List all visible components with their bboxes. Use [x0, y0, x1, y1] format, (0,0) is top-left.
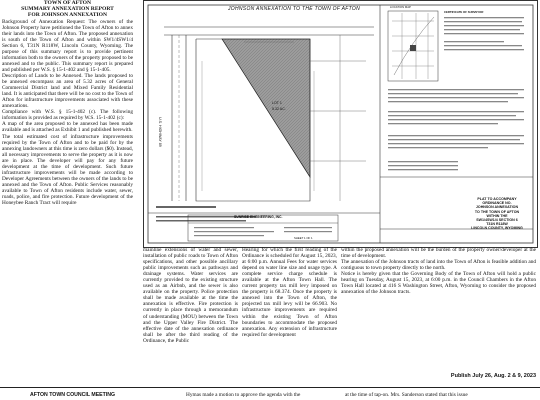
plat-caption-line: ORDINANCE NO.	[482, 201, 512, 206]
sheet-label: SHEET 1 OF 1	[294, 236, 313, 240]
notice-header: TOWN OF AFTON	[43, 0, 92, 6]
plat-caption	[462, 197, 532, 231]
plat-caption-line: T31N R118W	[486, 222, 508, 227]
location-map-label: LOCATION MAP	[390, 5, 411, 9]
plat-caption-line: SW1/4SW1/4 SECTION 6	[476, 218, 518, 223]
notice-column-1	[2, 0, 133, 206]
plat-caption-line: LINCOLN COUNTY, WYOMING	[471, 226, 523, 231]
section-divider	[0, 387, 540, 388]
paragraph-map: A map of the area proposed to be annexed has been made available and is attached as Exhibit 1 and published herewith.	[2, 121, 133, 134]
plat-caption-line: TO THE TOWN OF AFTON	[474, 209, 520, 214]
paragraph-feasible: The annexation of the Johnson tracts of land into the Town of Afton is feasible addition and contiguous to town property directly to the north.	[341, 259, 536, 272]
plat-caption-line: PLAT TO ACCOMPANY	[477, 197, 517, 201]
next-article-text-right: at the time of tap-on. Mrs. Sanderson stated that this issue	[345, 392, 468, 398]
plat-caption-line: JOHNSON ANNEXATION	[475, 205, 519, 210]
area-label: 5.32 AC.	[272, 107, 286, 111]
notice-body-col2: mainline extensions of water and sewer, installation of public roads to Town of Afton specifications, and other possible ancillary public improvements such as pathways and drainage systems. Water services are currently provided to the existing structure used as an Airbnb, and the sewer is also available on the property. Police protection shall be made available at the time the annexation is effective. Fire protection is currently in place through a memorandum of understanding (MOU) between the Town and the Upper Valley Fire District. The effective date of the annexation ordinance shall be after the third reading of the Ordinance, the Public	[143, 247, 238, 344]
next-article-heading: AFTON TOWN COUNCIL MEETING	[30, 392, 116, 398]
paragraph-cost: The total estimated cost of infrastructure improvements required by the Town of Afton and to be paid for by the annexing landowners at this time is zero dollars ($0). Instead, all necessary improvements to serve the property as it is now are in place. The developer will pay for any future development at the time of development. Such future infrastructure improvements will be made according to Developer Agreements between the owners of the lands to be annexed and the Town of Afton. Public Services reasonably available to Town of Afton residents include water, sewer, roads, police, and fire protection. Future development of the Honeybee Ranch Tract will require	[2, 133, 133, 207]
next-article-text-mid: Hymas made a motion to approve the agenda with the	[186, 392, 301, 398]
notice-body-col3: Hearing for which the first reading of the Ordinance is scheduled for August 15, 2023, at 6:00 p.m. Annual Fees for water services depend on water line size and usage type. A complete service charge schedule is available at the Afton Town Hall. The current property tax mill levy imposed on the property is 68.374. Once the property is annexed into the Town of Afton, the projected tax mill levy will be 66.903. No infrastructure improvements are required within the existing Town of Afton boundaries to accommodate the proposed annexation. Any extension of infrastructure required for development	[242, 247, 337, 338]
notice-body-col4	[341, 247, 536, 295]
surveyor-name: SUNRISE ENGINEERING, INC.	[234, 215, 283, 219]
paragraph-compliance: Compliance with W.S. § 15-1-402 (c). The following information is provided as required by W.S. 15-1-402 (c):	[2, 109, 133, 122]
paragraph-description: Description of Lands to be Annexed. The lands proposed to be annexed encompass an area of 5.32 acres of General Commercial District land and Mixed Family Residential land. It is anticipated that there will be no cost to the Town of Afton for infrastructure improvements associated with these annexations.	[2, 73, 133, 110]
plat-caption-line: WITHIN THE	[486, 213, 508, 218]
lot-label: LOT 1	[272, 101, 282, 105]
paragraph-hearing: Notice is hereby given that the Governing Body of the Town of Afton will hold a public hearing on Tuesday, August 15, 2023, at 6:00 p.m. in the Council Chambers in the Afton Town Hall located at 416 S Washington Street, Afton, Wyoming to consider the proposed annexation of the Johnson tracts.	[341, 271, 536, 296]
report-title-line-2: FOR JOHNSON ANNEXATION	[27, 12, 108, 19]
paragraph-background: Background of Annexation Request: The owners of the Johnson Property have petitioned the Town of Afton to annex their lands into the Town of Afton. The proposed annexation is south of the Town of Afton and within SW1/4SW1/4 Section 6, T31N R118W, Lincoln County, Wyoming. The purpose of this summary report is to provide pertinent information both to the owners of the property proposed to be annexed and to the public. This summary report is prepared and published per W.S. § 15-1-402 and § 15-1-405.	[2, 18, 133, 73]
annexation-plat-map	[143, 0, 538, 248]
map-title: JOHNSON ANNEXATION TO THE TOWN OF AFTON	[228, 6, 360, 12]
highway-label: U.S. HIGHWAY 89	[158, 117, 162, 147]
paragraph-burden: within the proposed annexation will be the burden of the property owner/developer at the time of development.	[341, 247, 536, 260]
certificate-title: CERTIFICATE OF SURVEYOR	[444, 10, 484, 14]
publish-dates: Publish July 26, Aug. 2 & 9, 2023	[450, 373, 536, 379]
report-title-line-1: SUMMARY ANNEXATION REPORT	[21, 6, 114, 13]
notice-body-col1	[2, 19, 133, 206]
